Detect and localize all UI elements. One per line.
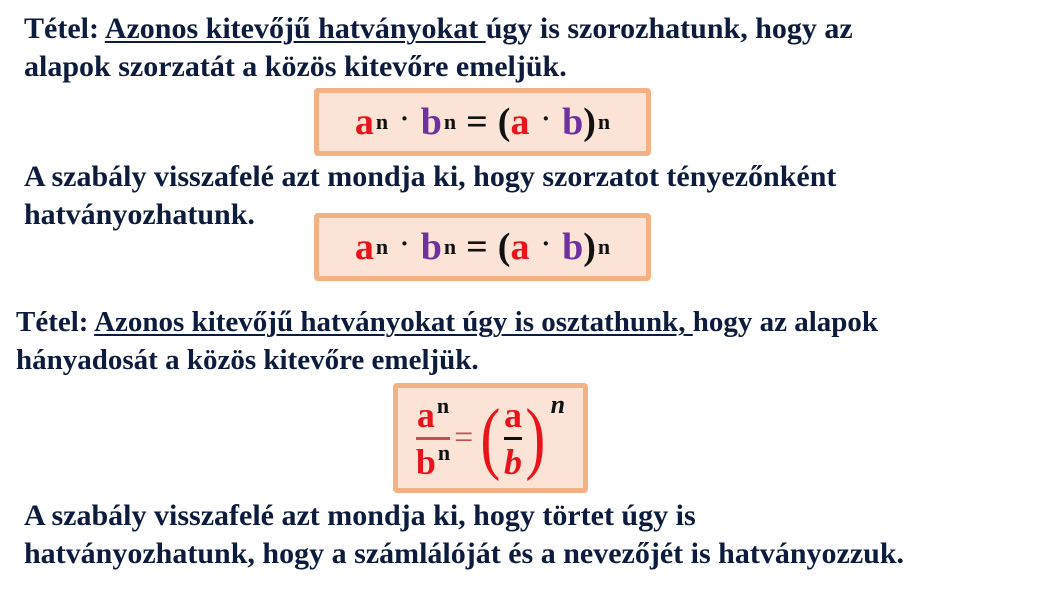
theorem-rest: úgy is szorozhatunk, hogy az <box>485 12 853 45</box>
fraction-right <box>504 395 522 482</box>
fraction-left <box>415 392 451 482</box>
base-a: a <box>510 101 530 143</box>
base-b: b <box>562 226 584 268</box>
theorem-underlined: Azonos kitevőjű hatványokat <box>104 12 486 45</box>
formula-product-box-2: a n · b n = ( a · b ) n <box>314 213 651 281</box>
right-paren: ) <box>583 101 596 143</box>
theorem-product-line1 <box>24 10 853 48</box>
reverse-rule-quotient-line2: hatványozhatunk, hogy a számlálóját és a nevezőjét is hatványozzuk. <box>24 537 905 570</box>
theorem-rest: hogy az alapok <box>692 306 879 338</box>
theorem-product-line2: alapok szorzatát a közös kitevőre emeljük. <box>24 50 567 83</box>
reverse-rule-product-line1: A szabály visszafelé azt mondja ki, hogy szorzatot tényezőnként <box>24 160 837 193</box>
left-paren: ( <box>497 226 511 268</box>
left-paren: ( <box>497 101 511 143</box>
theorem-underlined: Azonos kitevőjű hatványokat úgy is osztathunk, <box>94 306 693 338</box>
theorem-label: Tétel: <box>24 12 105 45</box>
theorem-quotient-line2: hányadosát a közös kitevőre emeljük. <box>16 344 479 376</box>
denominator-b: b <box>504 441 522 482</box>
right-paren: ) <box>583 226 596 268</box>
theorem-quotient-line1 <box>16 303 878 341</box>
base-a: a <box>416 394 435 435</box>
reverse-rule-product-line2: hatványozhatunk. <box>24 198 255 231</box>
reverse-rule-quotient <box>24 497 904 573</box>
base-b: b <box>562 101 584 143</box>
base-a: a <box>510 226 530 268</box>
equals-sign: = <box>454 419 474 456</box>
mult-dot: · <box>541 104 551 133</box>
equals-sign: = <box>466 226 488 268</box>
reverse-rule-quotient-line1: A szabály visszafelé azt mondja ki, hogy törtet úgy is <box>24 499 696 532</box>
outer-exp-n: n <box>550 390 566 419</box>
formula-product-box: a n · b n = ( a · b ) n <box>314 88 651 156</box>
left-paren: ( <box>480 394 501 482</box>
formula-quotient-box <box>393 383 588 493</box>
numerator-a: a <box>504 394 522 435</box>
exp-n: n <box>436 392 450 418</box>
base-b: b <box>415 441 436 482</box>
base-a: a <box>354 226 374 268</box>
numerator <box>416 392 450 435</box>
mult-dot: · <box>541 229 551 258</box>
base-b: b <box>420 101 442 143</box>
base-a: a <box>354 101 374 143</box>
theorem-label: Tétel: <box>16 306 95 338</box>
exp-n: n <box>437 439 451 465</box>
denominator <box>415 439 451 482</box>
right-paren: ) <box>525 394 546 482</box>
base-b: b <box>420 226 442 268</box>
fraction-bar <box>504 437 522 440</box>
mult-dot: · <box>400 229 409 258</box>
mult-dot: · <box>400 104 409 133</box>
theorem-product <box>24 10 853 86</box>
theorem-quotient <box>16 303 878 379</box>
equals-sign: = <box>466 101 488 143</box>
